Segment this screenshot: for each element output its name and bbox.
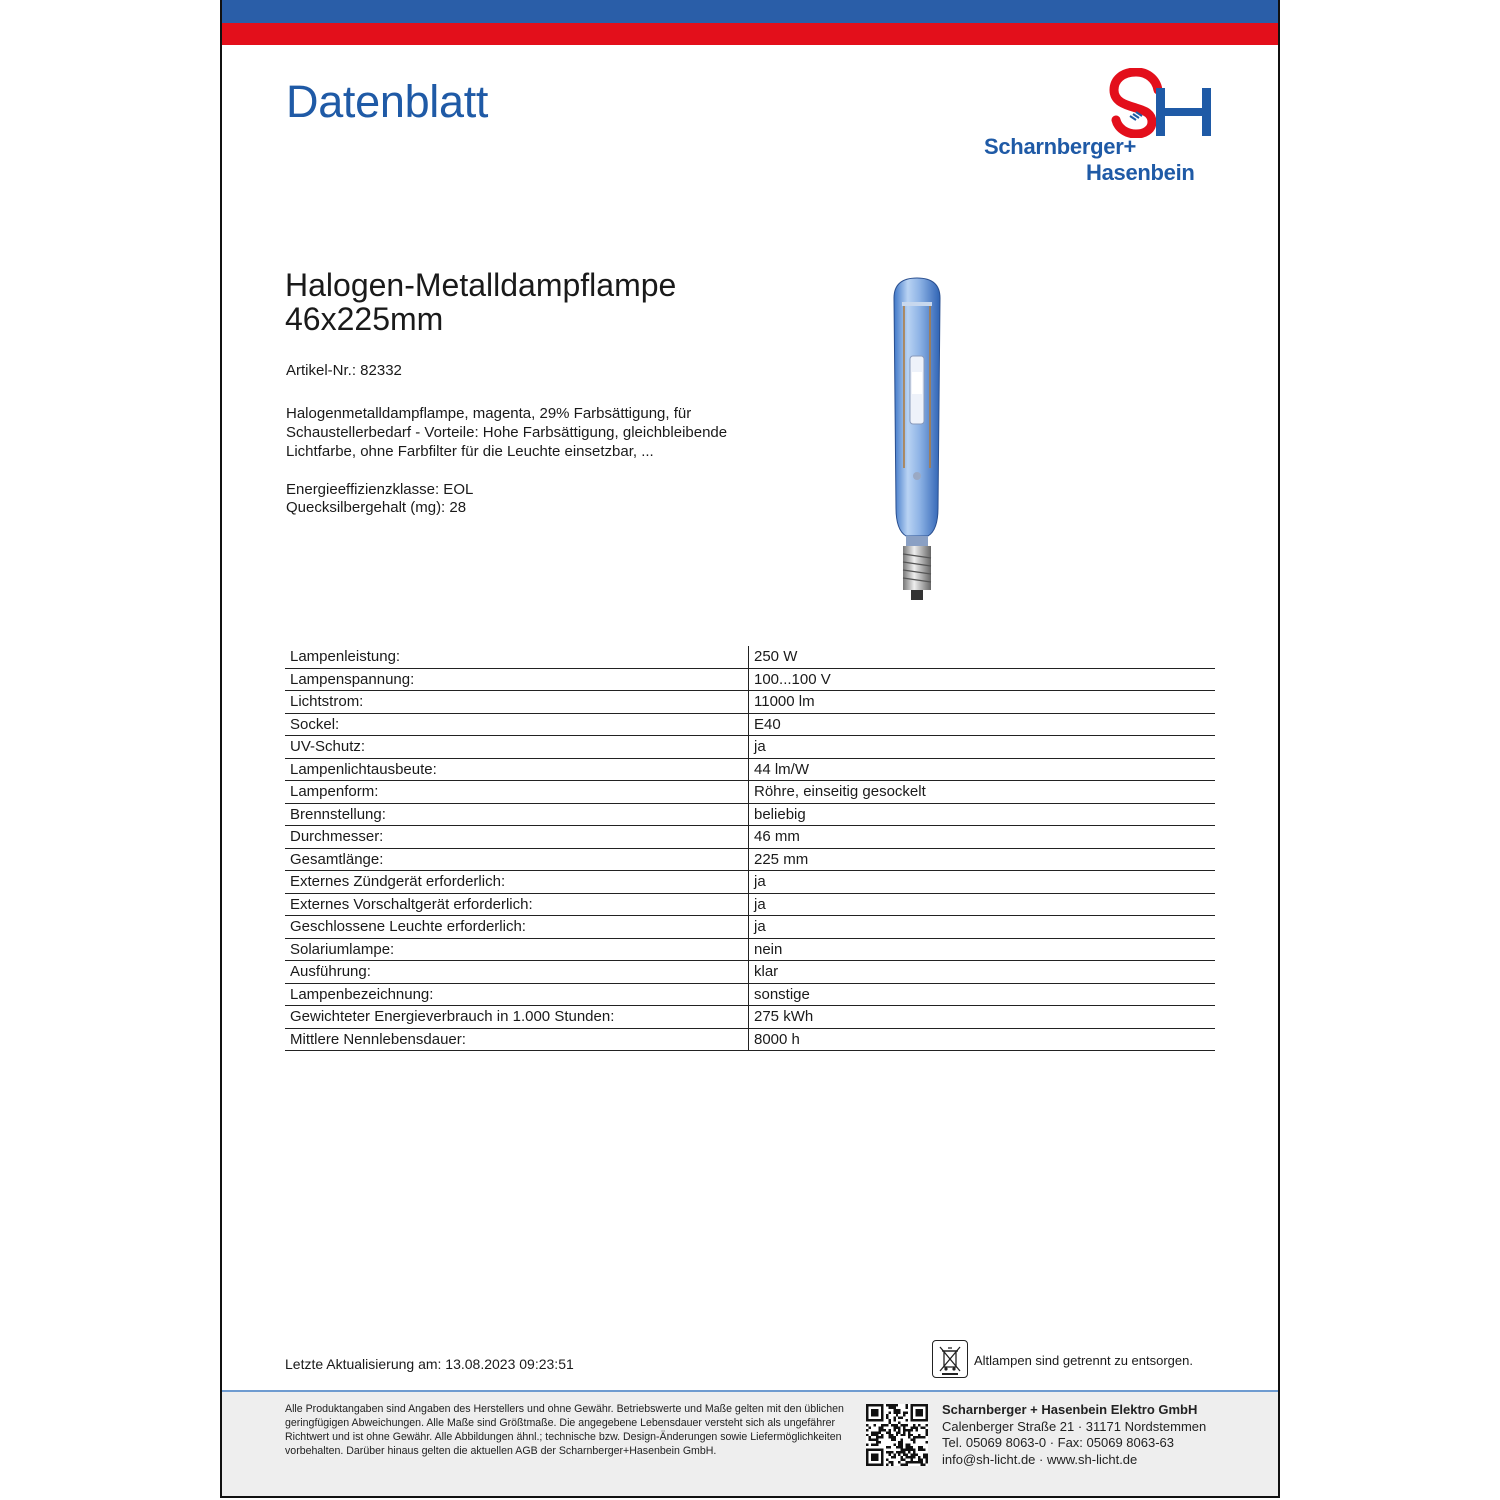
spec-value: ja bbox=[749, 871, 1216, 894]
sh-logo-icon bbox=[980, 68, 1220, 138]
spec-row bbox=[285, 736, 1215, 759]
product-title bbox=[285, 268, 676, 336]
energy-info bbox=[286, 481, 473, 517]
top-blue-bar bbox=[222, 0, 1278, 23]
spec-row bbox=[285, 646, 1215, 668]
lamp-image bbox=[882, 268, 952, 604]
spec-value: 225 mm bbox=[749, 848, 1216, 871]
spec-row bbox=[285, 826, 1215, 849]
spec-row bbox=[285, 916, 1215, 939]
spec-label: Lampenspannung: bbox=[285, 668, 749, 691]
spec-value: beliebig bbox=[749, 803, 1216, 826]
spec-value: Röhre, einseitig gesockelt bbox=[749, 781, 1216, 804]
product-title-line1: Halogen-Metalldampflampe bbox=[285, 267, 677, 303]
spec-label: Lampenlichtausbeute: bbox=[285, 758, 749, 781]
energy-class: Energieeffizienzklasse: EOL bbox=[286, 481, 474, 498]
spec-value: 11000 lm bbox=[749, 691, 1216, 714]
spec-label: Gewichteter Energieverbrauch in 1.000 Stunden: bbox=[285, 1006, 749, 1029]
spec-value: sonstige bbox=[749, 983, 1216, 1006]
spec-value: 100...100 V bbox=[749, 668, 1216, 691]
footer-phone: Tel. 05069 8063-0 · Fax: 05069 8063-63 bbox=[942, 1435, 1175, 1450]
spec-label: Sockel: bbox=[285, 713, 749, 736]
spec-label: Geschlossene Leuchte erforderlich: bbox=[285, 916, 749, 939]
spec-value: 46 mm bbox=[749, 826, 1216, 849]
disposal-note: Altlampen sind getrennt zu entsorgen. bbox=[974, 1353, 1193, 1368]
spec-label: Lampenform: bbox=[285, 781, 749, 804]
spec-row bbox=[285, 938, 1215, 961]
footer-company: Scharnberger + Hasenbein Elektro GmbH bbox=[942, 1402, 1198, 1417]
footer-disclaimer: Alle Produktangaben sind Angaben des Herstellers und ohne Gewähr. Betriebswerte und Maße gelten mit den üblichen geringfügigen Abweichungen. Alle Maße sind Größtmaße. Die angegebene Lebensdauer versteht sich als ungefährer Richtwert und ist ohne Gewähr. Alle Abbildungen ähnl.; technische bzw. Design-Änderungen sowie Liefermöglichkeiten vorbehalten. Darüber hinaus gelten die aktuellen AGB der Scharnberger+Hasenbein GmbH. bbox=[285, 1403, 844, 1457]
spec-label: Solariumlampe: bbox=[285, 938, 749, 961]
spec-row bbox=[285, 803, 1215, 826]
product-description: Halogenmetalldampflampe, magenta, 29% Farbsättigung, für Schaustellerbedarf - Vorteile: Hohe Farbsättigung, gleichbleibende Lichtfarbe, ohne Farbfilter für die Leuchte einsetzbar, ... bbox=[286, 405, 728, 460]
spec-label: Lampenbezeichnung: bbox=[285, 983, 749, 1006]
qr-code-icon bbox=[866, 1404, 928, 1466]
datasheet-page bbox=[220, 0, 1280, 1498]
spec-row bbox=[285, 848, 1215, 871]
last-updated: Letzte Aktualisierung am: 13.08.2023 09:23:51 bbox=[285, 1356, 574, 1372]
article-number: Artikel-Nr.: 82332 bbox=[286, 362, 402, 379]
footer-street: Calenberger Straße 21 · 31171 Nordstemmen bbox=[942, 1418, 1207, 1434]
spec-row bbox=[285, 668, 1215, 691]
spec-label: Lichtstrom: bbox=[285, 691, 749, 714]
mercury-content: Quecksilbergehalt (mg): 28 bbox=[286, 499, 467, 516]
spec-row bbox=[285, 961, 1215, 984]
waste-bin-crossed-icon bbox=[932, 1340, 968, 1378]
spec-value: nein bbox=[749, 938, 1216, 961]
spec-label: Externes Vorschaltgerät erforderlich: bbox=[285, 893, 749, 916]
logo-company-line2: Hasenbein bbox=[1086, 160, 1195, 185]
spec-value: ja bbox=[749, 916, 1216, 939]
spec-row bbox=[285, 871, 1215, 894]
top-red-bar bbox=[222, 23, 1278, 45]
product-title-line2: 46x225mm bbox=[285, 301, 444, 337]
page-title: Datenblatt bbox=[286, 76, 489, 127]
spec-value: 44 lm/W bbox=[749, 758, 1216, 781]
footer-address bbox=[942, 1402, 1206, 1468]
spec-value: 8000 h bbox=[749, 1028, 1216, 1051]
spec-row bbox=[285, 1006, 1215, 1029]
spec-value: klar bbox=[749, 961, 1216, 984]
spec-label: Mittlere Nennlebensdauer: bbox=[285, 1028, 749, 1051]
spec-label: Gesamtlänge: bbox=[285, 848, 749, 871]
specs-table bbox=[285, 646, 1215, 1051]
spec-label: Durchmesser: bbox=[285, 826, 749, 849]
company-logo bbox=[980, 68, 1220, 188]
spec-label: UV-Schutz: bbox=[285, 736, 749, 759]
spec-row bbox=[285, 1028, 1215, 1051]
spec-row bbox=[285, 893, 1215, 916]
spec-label: Externes Zündgerät erforderlich: bbox=[285, 871, 749, 894]
spec-value: ja bbox=[749, 736, 1216, 759]
spec-row bbox=[285, 713, 1215, 736]
logo-company-line1: Scharnberger+ bbox=[984, 134, 1137, 159]
spec-label: Brennstellung: bbox=[285, 803, 749, 826]
spec-row bbox=[285, 781, 1215, 804]
spec-value: ja bbox=[749, 893, 1216, 916]
spec-row bbox=[285, 691, 1215, 714]
spec-row bbox=[285, 758, 1215, 781]
spec-row bbox=[285, 983, 1215, 1006]
spec-label: Ausführung: bbox=[285, 961, 749, 984]
spec-value: E40 bbox=[749, 713, 1216, 736]
spec-label: Lampenleistung: bbox=[285, 646, 749, 668]
spec-value: 250 W bbox=[749, 646, 1216, 668]
spec-value: 275 kWh bbox=[749, 1006, 1216, 1029]
footer-web: info@sh-licht.de · www.sh-licht.de bbox=[942, 1451, 1138, 1467]
footer bbox=[222, 1392, 1278, 1498]
